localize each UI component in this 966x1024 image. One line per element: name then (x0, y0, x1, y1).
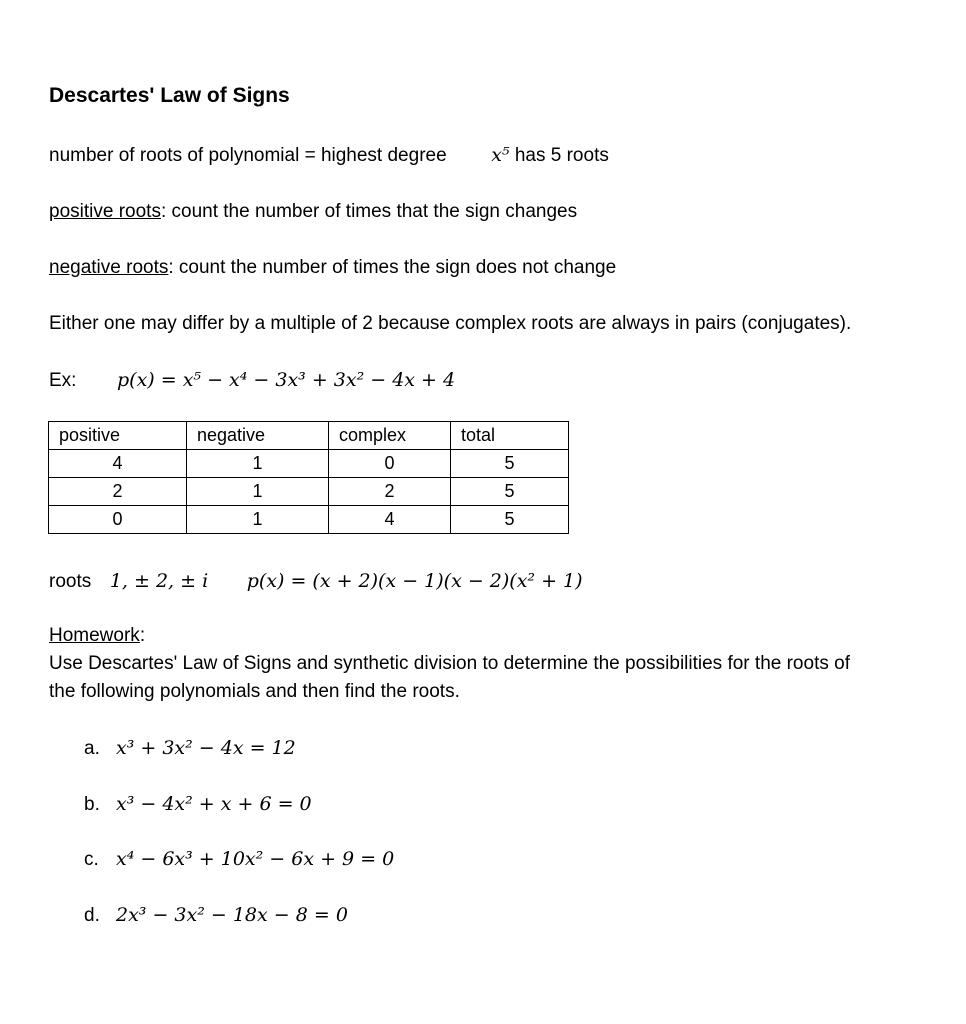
positive-rule-line (49, 200, 577, 224)
example-line (49, 368, 455, 393)
negative-rule-text: : count the number of times the sign does not change (168, 257, 617, 278)
homework-item-equation: 2x³ − 3x² − 18x − 8 = 0 (116, 904, 348, 926)
negative-rule-line (49, 256, 616, 280)
table-header-negative: negative (187, 422, 329, 450)
table-row (49, 506, 569, 534)
table-cell: 1 (187, 506, 329, 534)
roots-factored-equation: p(x) = (x + 2)(x − 1)(x − 2)(x² + 1) (246, 570, 583, 592)
example-equation: p(x) = x⁵ − x⁴ − 3x³ + 3x² − 4x + 4 (117, 369, 456, 391)
roots-values: 1, ± 2, ± i (109, 570, 209, 592)
root-count-table (48, 421, 569, 534)
table-cell: 5 (451, 506, 569, 534)
table-cell: 5 (451, 478, 569, 506)
table-cell: 2 (49, 478, 187, 506)
homework-instructions-line-2: the following polynomials and then find the roots. (49, 681, 460, 702)
homework-item-equation: x³ − 4x² + x + 6 = 0 (116, 793, 312, 815)
homework-instructions-line-1: Use Descartes' Law of Signs and synthetic division to determine the possibilities for the roots of (49, 653, 850, 674)
table-cell: 2 (329, 478, 451, 506)
homework-heading (49, 624, 145, 648)
table-header-row (49, 422, 569, 450)
table-header-positive: positive (49, 422, 187, 450)
table-cell: 0 (49, 506, 187, 534)
table-cell: 5 (451, 450, 569, 478)
homework-item-d (84, 903, 348, 928)
rule-roots-line (49, 143, 609, 168)
table-row (49, 478, 569, 506)
homework-item-label: d. (84, 905, 100, 926)
homework-item-label: c. (84, 849, 99, 870)
table-cell: 4 (329, 506, 451, 534)
homework-item-c (84, 847, 394, 872)
roots-line (49, 569, 583, 594)
homework-colon: : (139, 625, 146, 646)
homework-item-b (84, 792, 312, 817)
positive-rule-text: : count the number of times that the sign changes (160, 201, 578, 222)
homework-item-equation: x⁴ − 6x³ + 10x² − 6x + 9 = 0 (116, 848, 395, 870)
table-cell: 1 (187, 450, 329, 478)
rule-roots-example-text: has 5 roots (514, 145, 609, 166)
roots-label: roots (49, 571, 92, 592)
rule-roots-example-math: x⁵ (491, 144, 510, 166)
positive-rule-label: positive roots (49, 201, 161, 222)
page-title: Descartes' Law of Signs (49, 84, 290, 107)
homework-item-equation: x³ + 3x² − 4x = 12 (116, 737, 296, 759)
table-cell: 1 (187, 478, 329, 506)
rule-roots-text: number of roots of polynomial = highest degree (49, 145, 447, 166)
homework-item-label: b. (84, 794, 100, 815)
example-label: Ex: (49, 370, 77, 391)
table-header-total: total (451, 422, 569, 450)
homework-label: Homework (49, 625, 140, 646)
negative-rule-label: negative roots (49, 257, 169, 278)
table-header-complex: complex (329, 422, 451, 450)
table-cell: 4 (49, 450, 187, 478)
table-row (49, 450, 569, 478)
homework-item-a (84, 736, 296, 761)
table-cell: 0 (329, 450, 451, 478)
homework-item-label: a. (84, 738, 100, 759)
note-line: Either one may differ by a multiple of 2 because complex roots are always in pairs (conjugates). (49, 313, 852, 334)
